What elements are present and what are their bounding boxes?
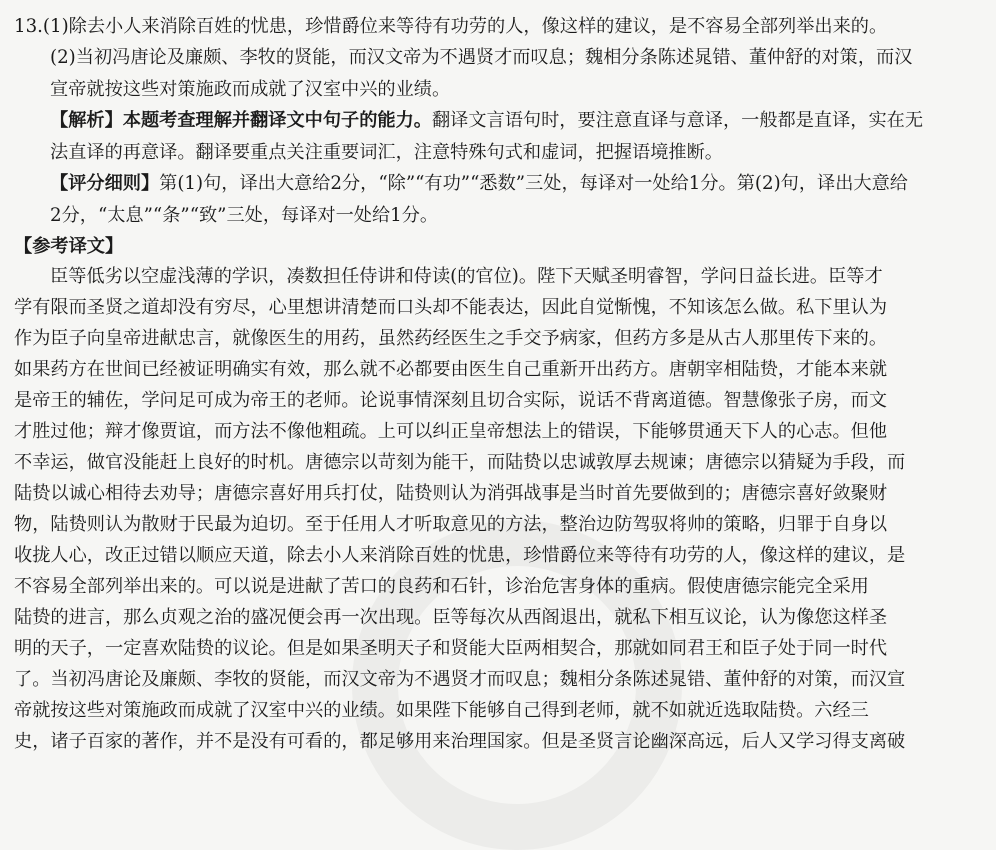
reference-line: 陆贽以诚心相待去劝导；唐德宗喜好用兵打仗，陆贽则认为消弭战事是当时首先要做到的；唐德宗喜好敛聚财	[14, 483, 888, 504]
reference-line: 陆贽的进言，那么贞观之治的盛况便会再一次出现。臣等每次从西阁退出，就私下相互议论，认为像您这样圣	[14, 607, 888, 628]
reference-line: 史，诸子百家的著作，并不是没有可看的，都足够用来治理国家。但是圣贤言论幽深高远，后人又学习得支离破	[14, 731, 906, 752]
reference-line: 明的天子，一定喜欢陆贽的议论。但是如果圣明天子和贤能大臣两相契合，那就如同君王和臣子处于同一时代	[14, 638, 888, 659]
reference-line: 物，陆贽则认为散财于民最为迫切。至于任用人才听取意见的方法，整治边防驾驭将帅的策略，归罪于自身以	[14, 514, 888, 535]
reference-line: 不容易全部列举出来的。可以说是进献了苦口的良药和石针，诊治危害身体的重病。假使唐德宗能完全采用	[14, 576, 869, 597]
scoring-line-2: 2分，“太息”“条”“致”三处，每译对一处给1分。	[50, 205, 439, 226]
reference-line: 如果药方在世间已经被证明确实有效，那么就不必都要由医生自己重新开出药方。唐朝宰相陆贽，才能本来就	[14, 359, 888, 380]
reference-line: 了。当初冯唐论及廉颇、李牧的贤能，而汉文帝为不遇贤才而叹息；魏相分条陈述晁错、董仲舒的对策，而汉宣	[14, 669, 906, 690]
reference-line: 才胜过他；辩才像贾谊，而方法不像他粗疏。上可以纠正皇帝想法上的错误，下能够贯通天下人的心志。但他	[14, 421, 888, 442]
scoring-text: 第(1)句，译出大意给2分，“除”“有功”“悉数”三处，每译对一处给1分。第(2)句，译出大意给	[159, 173, 908, 194]
scoring-line	[50, 170, 908, 198]
analysis-text: 翻译文言语句时，要注意直译与意译，一般都是直译，实在无	[431, 110, 924, 131]
reference-heading: 【参考译文】	[14, 236, 124, 257]
reference-line: 不幸运，做官没能赶上良好的时机。唐德宗以苛刻为能干，而陆贽以忠诚敦厚去规谏；唐德宗以猜疑为手段，而	[14, 452, 906, 473]
reference-line: 帝就按这些对策施政而成就了汉室中兴的业绩。如果陛下能够自己得到老师，就不如就近选取陆贽。六经三	[14, 700, 869, 721]
reference-line: 臣等低劣以空虚浅薄的学识，凑数担任侍讲和侍读(的官位)。陛下天赋圣明睿智，学问日益长进。臣等才	[50, 266, 883, 287]
reference-line: 是帝王的辅佐，学问足可成为帝王的老师。论说事情深刻且切合实际，说话不背离道德。智慧像张子房，而文	[14, 390, 888, 411]
reference-line: 作为臣子向皇帝进献忠言，就像医生的用药，虽然药经医生之手交予病家，但药方多是从古人那里传下来的。	[14, 328, 888, 349]
analysis-line-2: 法直译的再意译。翻译要重点关注重要词汇，注意特殊句式和虚词，把握语境推断。	[50, 142, 723, 163]
analysis-label: 【解析】本题考查理解并翻译文中句子的能力。	[50, 110, 432, 131]
analysis-line	[50, 107, 923, 135]
q13-answer-1: 13.(1)除去小人来消除百姓的忧患，珍惜爵位来等待有功劳的人，像这样的建议，是不容易全部列举出来的。	[14, 16, 888, 37]
reference-line: 学有限而圣贤之道却没有穷尽，心里想讲清楚而口头却不能表达，因此自觉惭愧，不知该怎么做。私下里认为	[14, 297, 888, 318]
scoring-label: 【评分细则】	[50, 173, 160, 194]
reference-line: 收拢人心，改正过错以顺应天道，除去小人来消除百姓的忧患，珍惜爵位来等待有功劳的人，像这样的建议，是	[14, 545, 906, 566]
q13-answer-2-cont: 宣帝就按这些对策施政而成就了汉室中兴的业绩。	[50, 79, 451, 100]
q13-answer-2: (2)当初冯唐论及廉颇、李牧的贤能，而汉文帝为不遇贤才而叹息；魏相分条陈述晁错、董仲舒的对策，而汉	[50, 47, 913, 68]
